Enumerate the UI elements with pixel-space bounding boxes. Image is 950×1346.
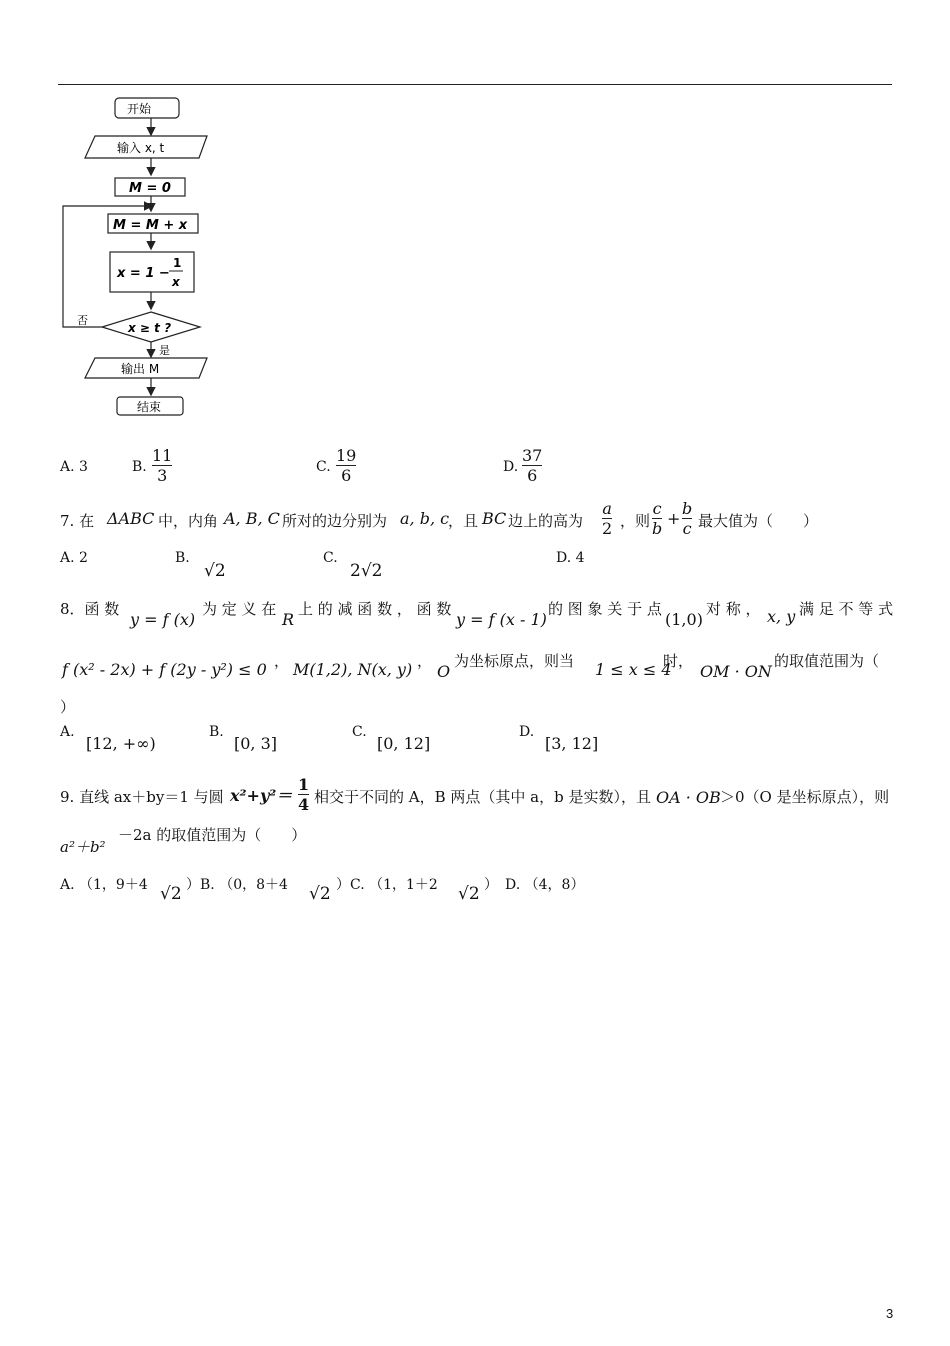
q7-plus: + xyxy=(667,509,681,528)
q7-text-6: ，则 xyxy=(620,512,651,530)
q8-option-c-label: C. xyxy=(352,724,367,740)
q6-d-den: 6 xyxy=(527,466,538,485)
q9-circle: x²+y²＝ xyxy=(230,786,293,805)
q8-option-a-label: A. xyxy=(60,724,75,740)
q7-text-5: 边上的高为 xyxy=(508,512,584,530)
q6-option-d-fraction xyxy=(522,446,542,485)
q9-r-num: 1 xyxy=(298,775,310,794)
q7-option-c-value: 2√2 xyxy=(350,561,383,581)
q7-bc: BC xyxy=(482,509,507,528)
q9-expression: a²＋b² xyxy=(60,838,106,856)
update-lhs: x = 1 − xyxy=(117,266,170,281)
q6-option-a: A. 3 xyxy=(60,459,88,475)
q8-text-9: 的取值范围为（ xyxy=(774,652,880,670)
q7-f1-den: b xyxy=(652,519,663,538)
flowchart xyxy=(55,90,215,420)
q9-option-a-sqrt: √2 xyxy=(160,884,182,904)
q7-text-4: ，且 xyxy=(448,512,479,530)
q8-option-b-label: B. xyxy=(209,724,224,740)
q7-text-7: 最大值为（ ） xyxy=(698,512,819,530)
q8-dot-product: OM · ON xyxy=(700,662,772,681)
q9-r-den: 4 xyxy=(298,795,310,814)
q7-option-d: D. 4 xyxy=(556,550,585,566)
q8-comma-1: ， xyxy=(274,652,290,670)
q9-text-2: 相交于不同的 A，B 两点（其中 a，b 是实数），且 xyxy=(314,788,651,806)
q7-option-a: A. 2 xyxy=(60,550,88,566)
q7-option-b-value: √2 xyxy=(204,561,226,581)
q8-text-6: 满 足 不 等 式 xyxy=(799,600,894,618)
q8-option-a-value: [12, +∞) xyxy=(86,734,156,753)
q8-option-d-value: [3, 12] xyxy=(545,734,599,753)
q8-origin: O xyxy=(437,662,451,681)
update-num: 1 xyxy=(173,256,182,270)
header-rule xyxy=(58,84,892,85)
q7-text-2: 中，内角 xyxy=(158,512,219,530)
q7-height-fraction xyxy=(602,499,612,538)
q8-function-2: y = f (x - 1) xyxy=(456,610,547,629)
init-label: M = 0 xyxy=(129,181,171,196)
q6-option-b-fraction xyxy=(152,446,172,485)
q7-text-3: 所对的边分别为 xyxy=(282,512,388,530)
q9-radius-fraction xyxy=(298,775,309,814)
q9-option-d: ） D. （4，8） xyxy=(484,877,585,893)
q7-h-num: a xyxy=(602,499,612,518)
update-den: x xyxy=(172,275,180,289)
q8-point: (1,0) xyxy=(665,610,703,629)
q6-option-c-fraction xyxy=(336,446,356,485)
accumulate-label: M = M + x xyxy=(113,218,188,233)
q9-text-3: ＞0（O 是坐标原点），则 xyxy=(720,788,890,806)
q8-points-mn: M(1,2), N(x, y) xyxy=(293,660,413,679)
q6-option-b-label: B. xyxy=(132,459,147,475)
q9-option-b-sqrt: √2 xyxy=(309,884,331,904)
q7-angles: A, B, C xyxy=(224,509,280,528)
q8-xy: x, y xyxy=(767,607,796,626)
output-label: 输出 M xyxy=(121,362,160,376)
q7-f2-num: b xyxy=(682,499,693,518)
q6-b-num: 11 xyxy=(152,446,173,465)
q7-fraction-b-c xyxy=(682,499,692,538)
q8-text-7: 为坐标原点，则当 xyxy=(454,652,575,670)
q7-fraction-c-b xyxy=(652,499,662,538)
q8-text-8: 时， xyxy=(663,652,694,670)
q8-text-5: 对 称 ， xyxy=(706,600,761,618)
q8-option-b-value: [0, 3] xyxy=(234,734,278,753)
q8-inequality: f (x² - 2x) + f (2y - y²) ≤ 0 xyxy=(62,660,267,679)
q7-option-b-label: B. xyxy=(175,550,190,566)
q8-option-c-value: [0, 12] xyxy=(377,734,431,753)
q8-text-3: 上 的 减 函 数 ， 函 数 xyxy=(298,600,452,618)
q9-option-c: ）C. （1，1＋2 xyxy=(336,877,438,893)
q8-function: y = f (x) xyxy=(130,610,196,629)
q9-option-a: A. （1，9＋4 xyxy=(60,877,148,893)
q6-option-c-label: C. xyxy=(316,459,331,475)
page-number: 3 xyxy=(886,1306,894,1321)
q8-r: R xyxy=(282,610,295,629)
q8-text-4: 的 图 象 关 于 点 xyxy=(548,600,662,618)
start-label: 开始 xyxy=(127,102,152,116)
q7-h-den: 2 xyxy=(602,519,613,538)
q8-text-1: 8．函 数 xyxy=(60,600,120,618)
q6-c-den: 6 xyxy=(341,466,352,485)
q6-c-num: 19 xyxy=(336,446,357,465)
yes-label: 是 xyxy=(159,344,170,357)
q8-text-2: 为 定 义 在 xyxy=(202,600,277,618)
q9-text-4: －2a 的取值范围为（ ） xyxy=(118,826,307,844)
q7-f2-den: c xyxy=(682,519,692,538)
q6-d-num: 37 xyxy=(522,446,543,465)
q7-option-c-label: C. xyxy=(323,550,338,566)
q8-range: 1 ≤ x ≤ 4 xyxy=(595,660,672,679)
condition-label: x ≥ t ? xyxy=(128,321,172,335)
q7-f1-num: c xyxy=(652,499,662,518)
q6-b-den: 3 xyxy=(157,466,168,485)
q9-text-1: 9. 直线 ax＋by＝1 与圆 xyxy=(60,788,224,806)
q8-comma-2: ， xyxy=(417,652,433,670)
no-label: 否 xyxy=(77,314,88,327)
q9-dot-product: OA · OB xyxy=(656,788,721,807)
q9-option-b: ）B. （0，8＋4 xyxy=(186,877,288,893)
q9-option-c-sqrt: √2 xyxy=(458,884,480,904)
q6-option-d-label: D. xyxy=(503,459,519,475)
q8-option-d-label: D. xyxy=(519,724,535,740)
q7-text-1: 7. 在 xyxy=(60,512,95,530)
end-label: 结束 xyxy=(137,400,162,414)
input-label: 输入 x, t xyxy=(117,141,165,155)
q7-triangle: ΔABC xyxy=(107,509,155,528)
q8-text-10: ） xyxy=(60,698,76,716)
q7-sides: a, b, c xyxy=(400,509,450,528)
